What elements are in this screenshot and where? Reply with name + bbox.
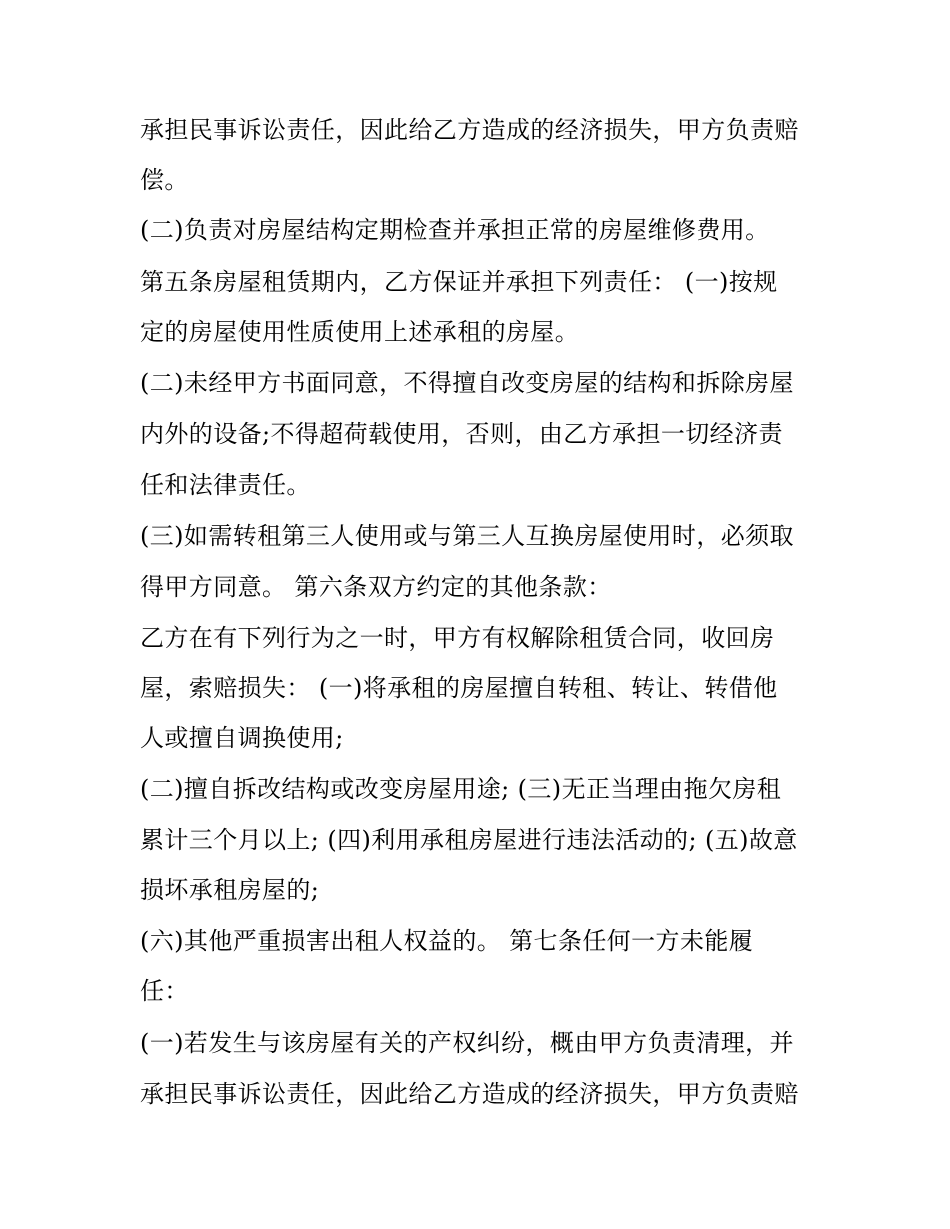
text-line: (二)擅自拆改结构或改变房屋用途; (三)无正当理由拖欠房租: [140, 775, 782, 803]
text-line: 累计三个月以上; (四)利用承租房屋进行违法活动的; (五)故意: [140, 826, 798, 854]
text-line: 人或擅自调换使用;: [140, 724, 344, 752]
text-line: (三)如需转租第三人使用或与第三人互换房屋使用时，必须取: [140, 522, 794, 550]
text-line: 任：: [140, 977, 189, 1005]
text-line: (一)若发生与该房屋有关的产权纠纷，概由甲方负责清理，并: [140, 1029, 794, 1057]
text-line: 定的房屋使用性质使用上述承租的房屋。: [140, 318, 580, 346]
text-line: (二)负责对房屋结构定期检查并承担正常的房屋维修费用。: [140, 216, 770, 244]
text-line: 第五条房屋租赁期内，乙方保证并承担下列责任： (一)按规: [140, 268, 778, 296]
text-line: 得甲方同意。 第六条双方约定的其他条款：: [140, 573, 612, 601]
text-line: 任和法律责任。: [140, 471, 311, 499]
text-line: (二)未经甲方书面同意，不得擅自改变房屋的结构和拆除房屋: [140, 369, 794, 397]
text-line: 屋，索赔损失： (一)将承租的房屋擅自转租、转让、转借他: [140, 674, 778, 702]
text-line: 承担民事诉讼责任，因此给乙方造成的经济损失，甲方负责赔: [140, 116, 799, 144]
text-line: 偿。: [140, 166, 189, 194]
text-line: 乙方在有下列行为之一时，甲方有权解除租赁合同，收回房: [140, 624, 775, 652]
text-line: 内外的设备;不得超荷载使用，否则，由乙方承担一切经济责: [140, 420, 783, 448]
text-line: (六)其他严重损害出租人权益的。 第七条任何一方未能履: [140, 927, 754, 955]
text-line: 损坏承租房屋的;: [140, 876, 320, 904]
text-line: 承担民事诉讼责任，因此给乙方造成的经济损失，甲方负责赔: [140, 1080, 799, 1108]
